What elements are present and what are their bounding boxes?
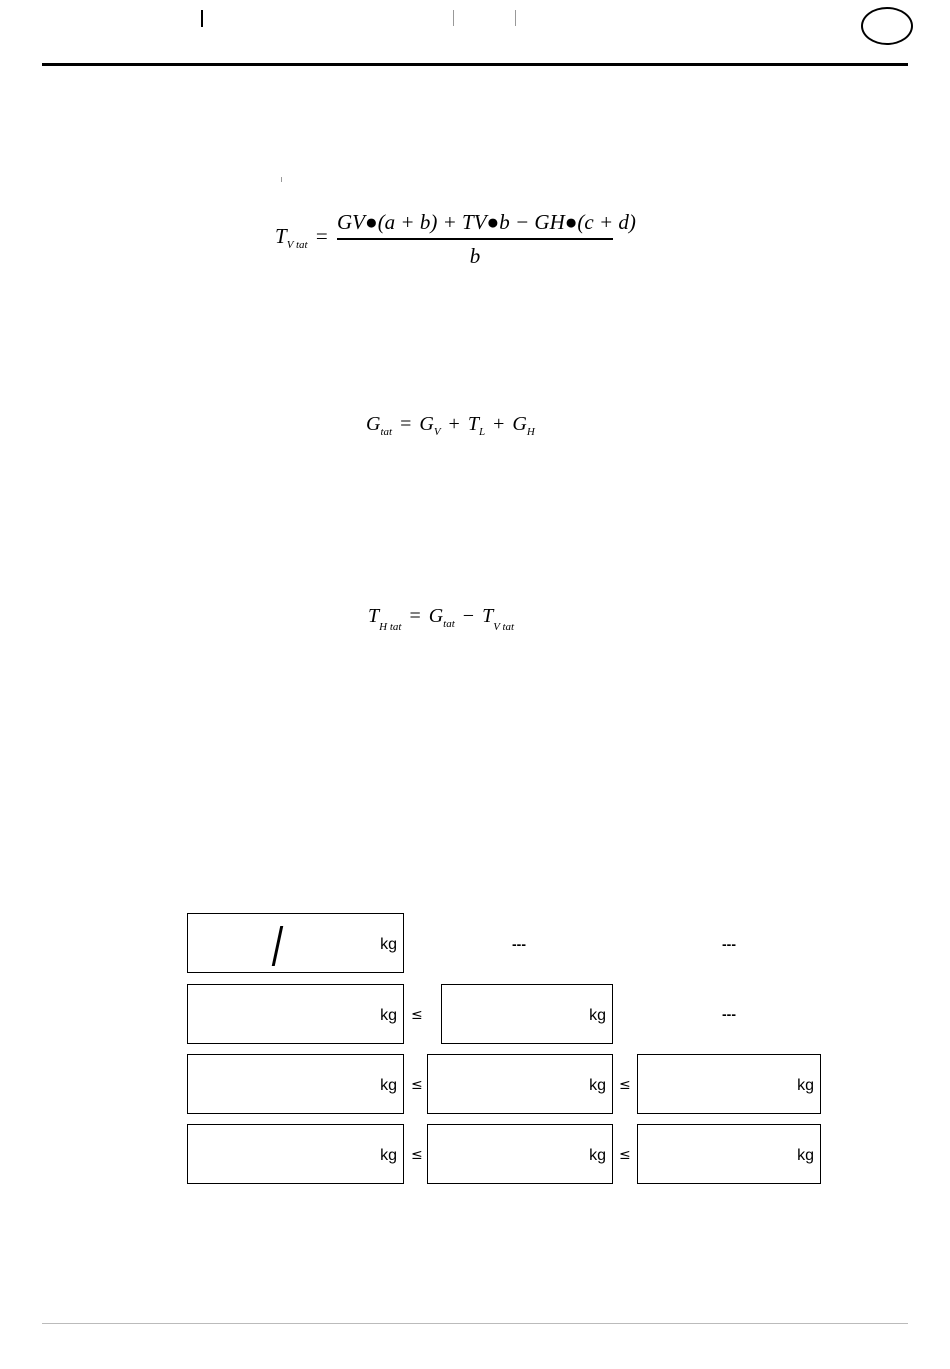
unit-label: kg [797, 1147, 814, 1164]
leq-r4-2: ≤ [619, 1147, 631, 1163]
value-box-r4-c1[interactable] [187, 1124, 404, 1184]
language-badge [861, 7, 913, 45]
slash-mark [272, 926, 284, 966]
fraction-bar [337, 238, 613, 240]
unit-label: kg [380, 1007, 397, 1024]
value-box-r3-c2[interactable] [427, 1054, 613, 1114]
dash-r1-c2: --- [512, 936, 526, 952]
header-tick-1 [201, 10, 203, 27]
value-box-r3-c3[interactable] [637, 1054, 821, 1114]
header-tick-3 [515, 10, 516, 26]
formula-tv-tat-denominator: b [469, 243, 481, 268]
unit-label: kg [589, 1147, 606, 1164]
value-box-r1-c1[interactable] [187, 913, 404, 973]
value-box-r4-c2[interactable] [427, 1124, 613, 1184]
formula-th-tat: $T_{H tat} = G_{tat} - T_{V tat}$ [368, 605, 515, 633]
leq-r2-1: ≤ [411, 1007, 423, 1023]
dash-r1-c3: --- [722, 936, 736, 952]
unit-label: kg [380, 1147, 397, 1164]
formula-tv-tat-fraction [337, 210, 636, 269]
value-box-r4-c3[interactable] [637, 1124, 821, 1184]
unit-label: kg [589, 1007, 606, 1024]
unit-label: kg [380, 1077, 397, 1094]
unit-label: kg [589, 1077, 606, 1094]
value-box-r3-c1[interactable] [187, 1054, 404, 1114]
value-box-r2-c1[interactable] [187, 984, 404, 1044]
leq-r3-2: ≤ [619, 1077, 631, 1093]
footer-rule [42, 1323, 908, 1324]
header-tick-2 [453, 10, 454, 26]
formula-tv-tat-lhs: $T_{V tat}$ = [275, 224, 328, 251]
header-rule [42, 63, 908, 66]
stray-mark [281, 177, 282, 182]
dash-r2-c3: --- [722, 1006, 736, 1022]
formula-tv-tat-numerator: GV●(a + b) + TV●b − GH●(c + d) [337, 210, 636, 234]
leq-r3-1: ≤ [411, 1077, 423, 1093]
value-box-r2-c2[interactable] [441, 984, 613, 1044]
leq-r4-1: ≤ [411, 1147, 423, 1163]
unit-label: kg [797, 1077, 814, 1094]
formula-g-tat: $G_{tat} = G_V + T_L + G_H$ [366, 413, 535, 438]
unit-label: kg [380, 936, 397, 953]
